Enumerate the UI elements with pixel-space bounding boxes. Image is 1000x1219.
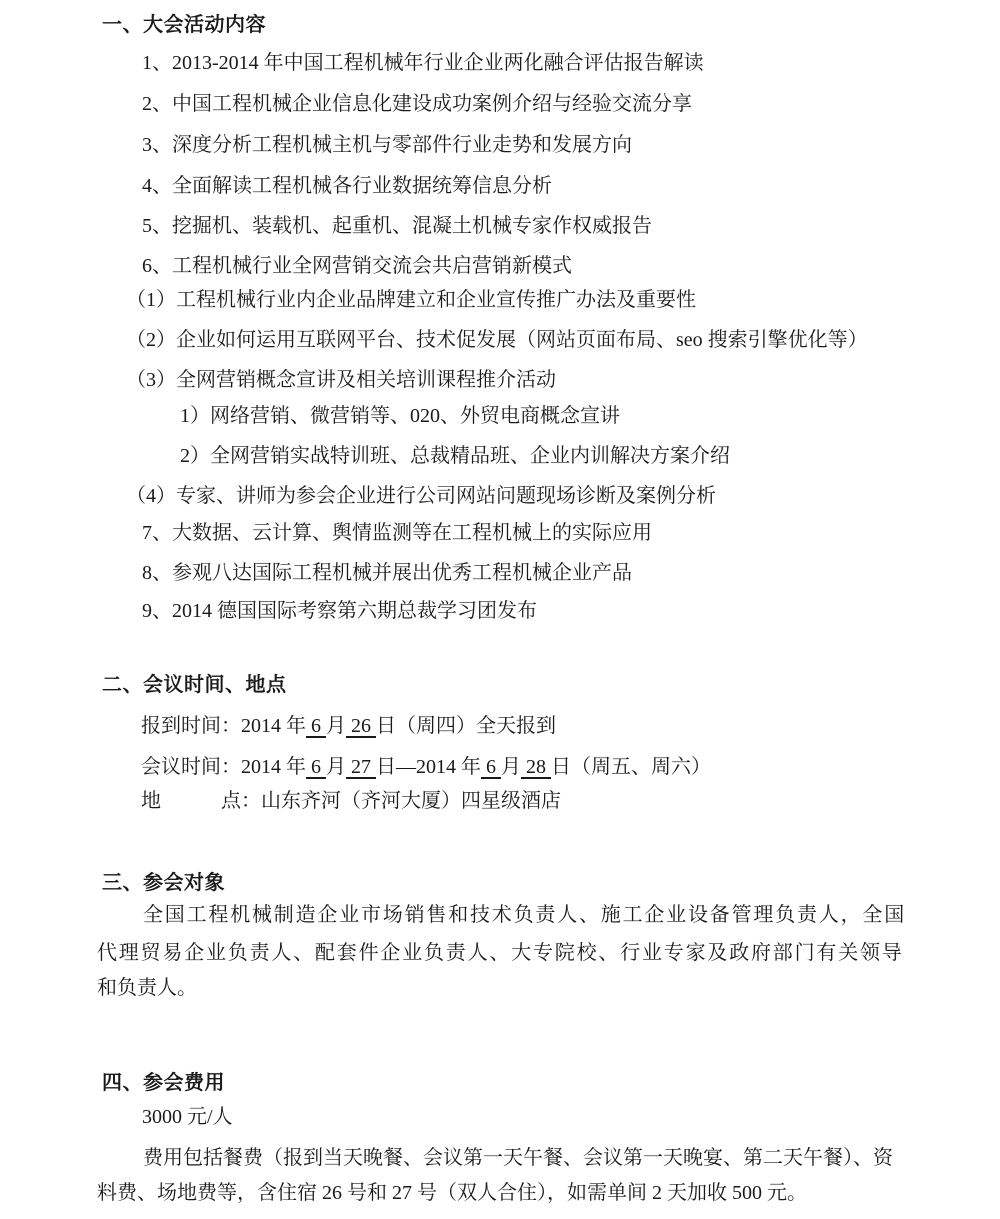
checkin-time-line <box>141 713 556 739</box>
meeting-prefix: 会议时间：2014 年 <box>141 756 306 778</box>
checkin-month-blank: 6 <box>306 715 326 737</box>
s1-item-6: 6、工程机械行业全网营销交流会共启营销新模式 <box>142 255 572 277</box>
s1-item-6-4: （4）专家、讲师为参会企业进行公司网站问题现场诊断及案例分析 <box>126 485 716 507</box>
meeting-day1-blank: 27 <box>346 756 376 778</box>
section2-heading: 二、会议时间、地点 <box>102 674 287 696</box>
s1-item-2: 2、中国工程机械企业信息化建设成功案例介绍与经验交流分享 <box>142 93 692 115</box>
s4-paragraph-line-1: 费用包括餐费（报到当天晚餐、会议第一天午餐、会议第一天晚宴、第二天午餐）、资 <box>143 1147 893 1169</box>
s3-paragraph-line-1: 全国工程机械制造企业市场销售和技术负责人、施工企业设备管理负责人，全国 <box>143 904 906 926</box>
meeting-day2-blank: 28 <box>521 756 551 778</box>
meeting-month1-blank: 6 <box>306 756 326 778</box>
checkin-suffix: 日（周四）全天报到 <box>376 715 556 737</box>
meeting-month2-label: 月 <box>501 756 521 778</box>
s3-paragraph-line-3: 和负责人。 <box>97 977 197 999</box>
price-line: 3000 元/人 <box>142 1106 233 1128</box>
section4-heading: 四、参会费用 <box>102 1072 225 1094</box>
section3-heading: 三、参会对象 <box>102 872 225 894</box>
meeting-month1-label: 月 <box>326 756 346 778</box>
venue-line: 地 点：山东齐河（齐河大厦）四星级酒店 <box>141 790 561 812</box>
meeting-month2-blank: 6 <box>481 756 501 778</box>
checkin-month-label: 月 <box>326 715 346 737</box>
meeting-mid: 日—2014 年 <box>376 756 481 778</box>
s1-item-5: 5、挖掘机、装载机、起重机、混凝土机械专家作权威报告 <box>142 215 652 237</box>
s1-item-6-3: （3）全网营销概念宣讲及相关培训课程推介活动 <box>126 369 556 391</box>
meeting-suffix: 日（周五、周六） <box>551 756 711 778</box>
s1-item-7: 7、大数据、云计算、舆情监测等在工程机械上的实际应用 <box>142 522 652 544</box>
s1-item-6-3-2: 2）全网营销实战特训班、总裁精品班、企业内训解决方案介绍 <box>180 445 730 467</box>
checkin-day-blank: 26 <box>346 715 376 737</box>
s1-item-6-2: （2）企业如何运用互联网平台、技术促发展（网站页面布局、seo 搜索引擎优化等） <box>126 329 868 351</box>
s1-item-3: 3、深度分析工程机械主机与零部件行业走势和发展方向 <box>142 134 632 156</box>
s3-paragraph-line-2: 代理贸易企业负责人、配套件企业负责人、大专院校、行业专家及政府部门有关领导 <box>97 942 904 964</box>
s1-item-8: 8、参观八达国际工程机械并展出优秀工程机械企业产品 <box>142 562 632 584</box>
s1-item-6-1: （1）工程机械行业内企业品牌建立和企业宣传推广办法及重要性 <box>126 289 696 311</box>
s1-item-6-3-1: 1）网络营销、微营销等、020、外贸电商概念宣讲 <box>180 405 620 427</box>
meeting-time-line <box>141 754 711 780</box>
s1-item-4: 4、全面解读工程机械各行业数据统筹信息分析 <box>142 175 552 197</box>
s4-paragraph-line-2: 料费、场地费等，含住宿 26 号和 27 号（双人合住），如需单间 2 天加收 500 元。 <box>97 1182 807 1204</box>
section1-heading: 一、大会活动内容 <box>102 14 266 36</box>
s1-item-1: 1、2013-2014 年中国工程机械年行业企业两化融合评估报告解读 <box>142 52 704 74</box>
s1-item-9: 9、2014 德国国际考察第六期总裁学习团发布 <box>142 600 537 622</box>
checkin-prefix: 报到时间：2014 年 <box>141 715 306 737</box>
